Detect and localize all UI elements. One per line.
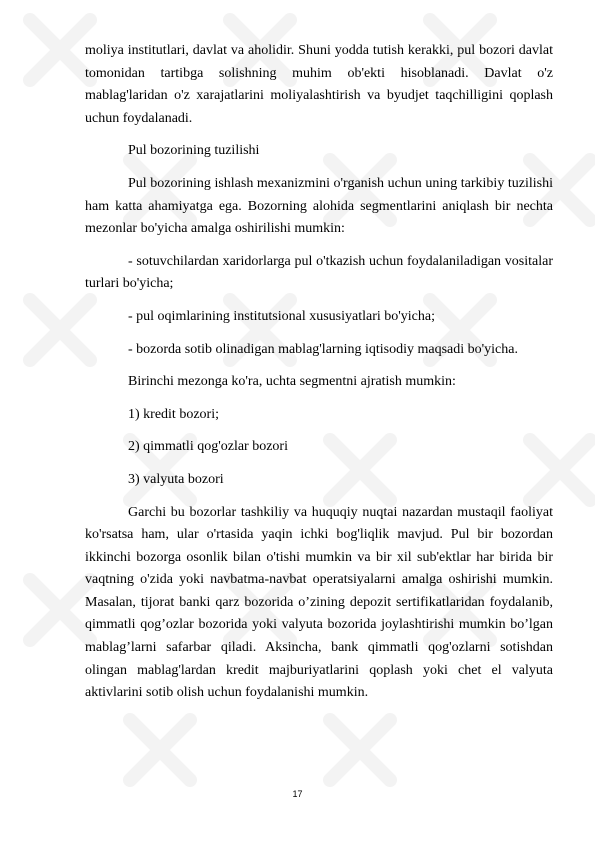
page-number: 17 xyxy=(292,789,303,799)
segment-item: 2) qimmatli qog'ozlar bozori xyxy=(128,439,288,455)
section-heading: Pul bozorining tuzilishi xyxy=(128,143,260,159)
criterion-item: - pul oqimlarining institutsional xususiyatlari bo'yicha; xyxy=(128,308,435,324)
paragraph-continuation: moliya institutlari, davlat va aholidir. Shuni yodda tutish kerakki, pul bozori davlat tomonidan tartibga solishning muhim ob'ekti hisoblanadi. Davlat o'z mablag'laridan o'z xarajatlarini moliyalashtirish va byudjet taqchilligini qoplash uchun foydalanadi. xyxy=(85,43,553,126)
criterion-item: - bozorda sotib olinadigan mablag'larning iqtisodiy maqsadi bo'yicha. xyxy=(128,341,518,357)
paragraph-structure-intro: Pul bozorining ishlash mexanizmini o'rganish uchun uning tarkibiy tuzilishi ham katta ahamiyatga ega. Bozorning alohida segmentlarini aniqlash bir nechta mezonlar bo'yicha amalga oshirilishi mumkin: xyxy=(85,175,553,237)
segment-item: 3) valyuta bozori xyxy=(128,471,224,487)
segment-item: 1) kredit bozori; xyxy=(128,406,219,422)
segments-intro: Birinchi mezonga ko'ra, uchta segmentni ajratish mumkin: xyxy=(128,374,456,390)
criterion-item: - sotuvchilardan xaridorlarga pul o'tkazish uchun foydalaniladigan vositalar turlari bo'yicha; xyxy=(85,253,553,292)
document-body xyxy=(85,40,553,715)
paragraph-interconnection: Garchi bu bozorlar tashkiliy va huquqiy nuqtai nazardan mustaqil faoliyat ko'rsatsa ham, ular o'rtasida yaqin ichki bog'liqlik mavjud. Pul bir bozordan ikkinchi bozorga osonlik bilan o'tishi mumkin va bir xil sub'ektlar har birida bir vaqtning o'zida yoki navbatma-navbat operatsiyalarni amalga oshirishi mumkin. Masalan, tijorat banki qarz bozorida o’zining depozit sertifikatlaridan foydalanib, qimmatli qog’ozlar bozorida yoki valyuta bozorida joylashtirishi mumkin bo’lgan mablag’larni safarbar qiladi. Aksincha, bank qimmatli qog'ozlarni sotishdan olingan mablag'lardan kredit majburiyatlarini qoplash yoki chet el valyuta aktivlarini sotib olish uchun foydalanishi mumkin. xyxy=(85,504,553,701)
